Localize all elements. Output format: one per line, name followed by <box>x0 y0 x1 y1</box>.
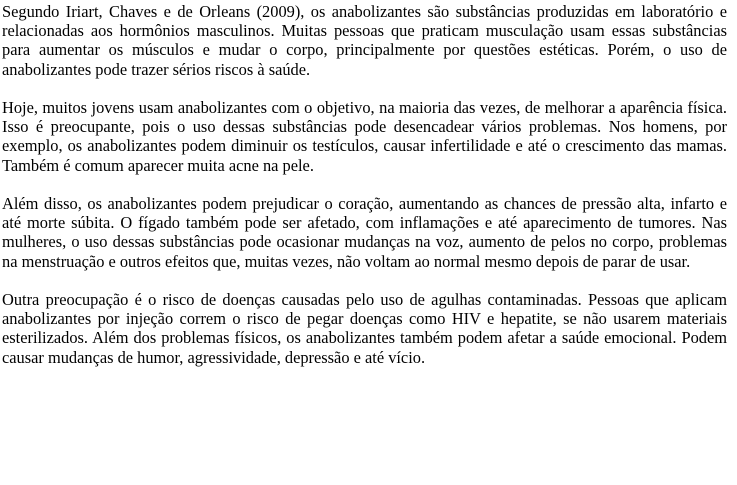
paragraph-youth-risks: Hoje, muitos jovens usam anabolizantes com o objetivo, na maioria das vezes, de melhorar a aparência física. Isso é preocupante, pois o uso dessas substâncias pode desencadear vários problemas. Nos homens, por exemplo, os anabolizantes podem diminuir os testículos, causar infertilidade e até o crescimento das mamas. Também é comum aparecer muita acne na pele. <box>2 98 727 175</box>
paragraph-needles-emotional: Outra preocupação é o risco de doenças causadas pelo uso de agulhas contaminadas. Pessoas que aplicam anabolizantes por injeção correm o risco de pegar doenças como HIV e hepatite, se não usarem materiais esterilizados. Além dos problemas físicos, os anabolizantes também podem afetar a saúde emocional. Podem causar mudanças de humor, agressividade, depressão e até vício. <box>2 290 727 367</box>
paragraph-heart-liver: Além disso, os anabolizantes podem prejudicar o coração, aumentando as chances de pressão alta, infarto e até morte súbita. O fígado também pode ser afetado, com inflamações e até aparecimento de tumores. Nas mulheres, o uso dessas substâncias pode ocasionar mudanças na voz, aumento de pelos no corpo, problemas na menstruação e outros efeitos que, muitas vezes, não voltam ao normal mesmo depois de parar de usar. <box>2 194 727 271</box>
paragraph-intro: Segundo Iriart, Chaves e de Orleans (2009), os anabolizantes são substâncias produzidas em laboratório e relacionadas aos hormônios masculinos. Muitas pessoas que praticam musculação usam essas substâncias para aumentar os músculos e mudar o corpo, principalmente por questões estéticas. Porém, o uso de anabolizantes pode trazer sérios riscos à saúde. <box>2 2 727 79</box>
